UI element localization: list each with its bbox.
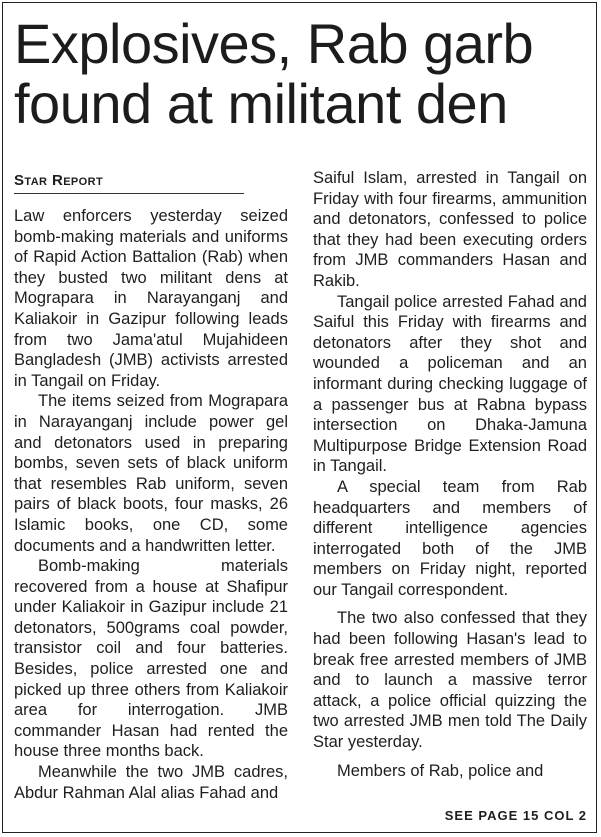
column-left — [14, 170, 288, 803]
continued-on-label: SEE PAGE 15 COL 2 — [444, 808, 587, 823]
paragraph: Law enforcers yesterday seized bomb-making materials and uniforms of Rapid Action Battalion (Rab) when they busted two militant dens at Mograpara in Narayanganj and Kaliakoir in Gazipur following leads from two Jama'atul Mujahideen Bangladesh (JMB) activists arrested in Tangail on Friday. — [14, 207, 288, 390]
paragraph: Bomb-making materials recovered from a house at Shafipur under Kaliakoir in Gazipur include 21 detonators, 500grams coal powder, transistor coil and four batteries. Besides, police arrested one and picked up three others from Kaliakoir area for interrogation. JMB commander Hasan had rented the house three months back. — [14, 557, 288, 761]
column-right — [313, 168, 587, 781]
paragraph: Saiful Islam, arrested in Tangail on Friday with four firearms, ammunition and detonators, confessed to police that they had been executing orders from JMB commanders Hasan and Rakib. — [313, 169, 587, 290]
paragraph: The two also confessed that they had been following Hasan's lead to break free arrested members of JMB and to launch a massive terror attack, a police official quizzing the two arrested JMB men told The Daily Star yesterday. — [313, 609, 587, 752]
headline-line-2: found at militant den — [14, 72, 508, 135]
paragraph: Members of Rab, police and — [337, 761, 544, 780]
paragraph: Meanwhile the two JMB cadres, Abdur Rahman Alal alias Fahad and — [14, 763, 288, 802]
paragraph: A special team from Rab headquarters and members of different intelligence agencies interrogated both of the JMB members on Friday night, reported our Tangail correspondent. — [313, 477, 587, 599]
headline — [14, 14, 594, 134]
byline: Star Report — [14, 172, 244, 194]
paragraph: Tangail police arrested Fahad and Saiful this Friday with firearms and detonators after they shot and wounded a policeman and an informant during checking luggage of a passenger bus at Rabna bypass intersection on Dhaka-Jamuna Multipurpose Bridge Extension Road in Tangail. — [313, 292, 587, 476]
paragraph: The items seized from Mograpara in Narayanganj include power gel and detonators used in preparing bombs, seven sets of black uniform that resembles Rab uniform, seven pairs of black boots, four masks, 26 Islamic books, one CD, some documents and a handwritten letter. — [14, 392, 288, 555]
headline-line-1: Explosives, Rab garb — [14, 12, 534, 75]
